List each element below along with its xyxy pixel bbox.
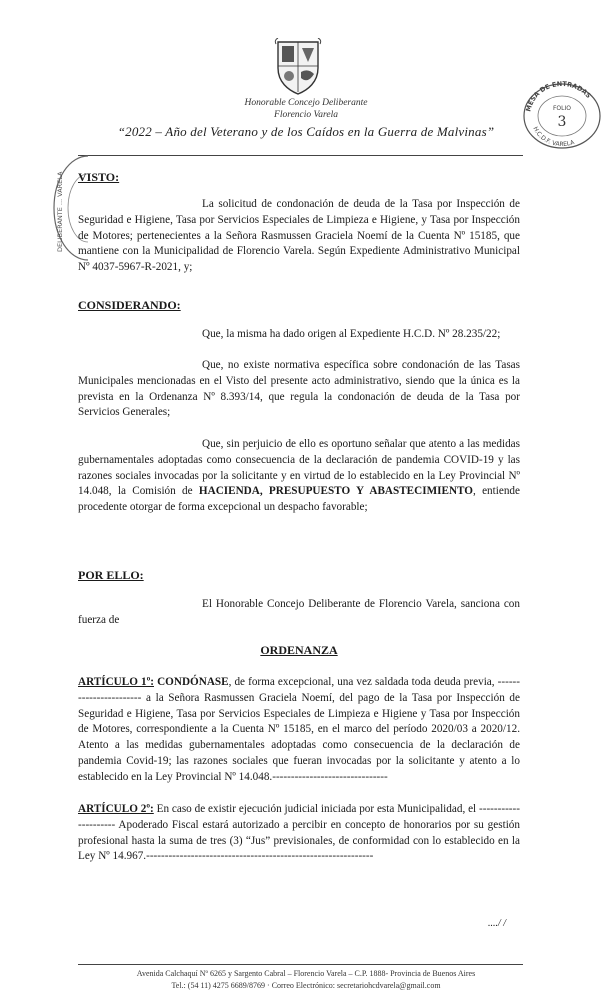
por-ello-heading: POR ELLO:: [78, 568, 144, 582]
considerando-text-3b: , entiende procedente otorgar de forma excepcional un despacho favorable;: [78, 485, 520, 514]
visto-text: La solicitud de condonación de deuda de la Tasa por Inspección de Seguridad e Higiene, Tasa por Servicios Especiales de Limpieza e Higiene, y Tasa por Inspección de Motores; pertenecientes a la Señora Rasmussen Graciela Noemí de la Cuenta Nº 15185, que mantiene con la Municipalidad de Florencio Varela. Según Expediente Administrativo Municipal Nº 4037-5967-R-2021, y;: [78, 198, 520, 274]
articulo-1-body: , de forma excepcional, una vez saldada toda deuda previa, ----------------------- a la Señora Rasmussen Graciela Noemí, del pago de la Tasa por Inspección de Seguridad e Higiene, Tasa por Servicios Especiales de Limpieza e Higiene y Tasa por Inspección de Motores, correspondiente a la Cuenta Nº 15185, en el marco del período 2020/03 a 2020/12. Atento a las medidas gubernamentales adoptadas como consecuencia de la declaración de pandemia Covid-19; las razones sociales que fueran invocadas por la solicitante y atento a lo establecido en la Ley Provincial Nº 14.048.-------------------------------: [78, 676, 520, 783]
city-name: Florencio Varela: [274, 110, 338, 120]
municipal-crest-logo: [274, 38, 322, 96]
por-ello-paragraph: [78, 597, 520, 629]
articulo-1-text: [78, 675, 520, 786]
considerando-paragraph-3: [78, 437, 520, 516]
visto-heading: VISTO:: [78, 170, 120, 184]
por-ello-text: El Honorable Concejo Deliberante de Florencio Varela, sanciona con fuerza de: [78, 598, 520, 626]
considerando-text-3: [78, 437, 520, 516]
stamp-folio-label: FOLIO: [552, 105, 572, 112]
mesa-de-entradas-stamp: [520, 76, 604, 150]
considerando-text-1: Que, la misma ha dado origen al Expediente H.C.D. Nº 28.235/22;: [202, 328, 501, 340]
stamp-top-text: MESA DE ENTRADAS: [524, 79, 593, 113]
left-stamp-text: DELIBERANTE ... VARELA: [56, 171, 64, 252]
commission-name: HACIENDA, PRESUPUESTO Y ABASTECIMIENTO: [198, 485, 473, 498]
footer-divider: [78, 964, 523, 965]
continuation-mark: ..../ /: [488, 918, 507, 929]
ordenanza-title: ORDENANZA: [260, 643, 338, 657]
considerando-text-3a: Que, sin perjuicio de ello es oportuno señalar que atento a las medidas gubernamentales adoptadas como consecuencia de la declaración de pandemia COVID-19 y las razones sociales invocadas por la solicitante y en virtud de lo establecido en la Ley Provincial Nº 14.048, la Comisión de: [78, 438, 520, 498]
considerando-text-2: Que, no existe normativa específica sobre condonación de las Tasas Municipales mencionadas en el Visto del presente acto administrativo, siendo que la única es la prevista en la Ordenanza Nº 8.393/14, que regula la condonación de deuda de la Tasa por Servicios Generales;: [78, 359, 520, 419]
footer-address: Avenida Calchaquí Nº 6265 y Sargento Cabral – Florencio Varela – C.P. 1888- Provincia de Buenos Aires: [136, 969, 476, 978]
considerando-paragraph-1: [78, 327, 520, 343]
considerando-paragraph-2: [78, 358, 520, 421]
header-divider: [78, 155, 523, 156]
stamp-bottom-text: H.C.D.F. VARELA: [531, 125, 576, 149]
considerando-heading: CONSIDERANDO:: [78, 298, 181, 312]
condonase-word: CONDÓNASE: [157, 676, 229, 688]
year-motto: “2022 – Año del Veterano y de los Caídos en la Guerra de Malvinas”: [117, 124, 495, 139]
articulo-1-label: ARTÍCULO 1º:: [78, 676, 154, 688]
articulo-2-body: En caso de existir ejecución judicial iniciada por esta Municipalidad, el --------------------- Apoderado Fiscal estará autorizado a percibir en concepto de honorarios por su gestión profesional hasta la suma de tres (3) “Jus” previsionales, de conformidad con lo establecido en la Ley Nº 14.967.-------------------------------------------------------------: [78, 803, 520, 863]
svg-text:H.C.D.F. VARELA: [531, 126, 576, 148]
articulo-1: [78, 675, 520, 786]
articulo-2-text: [78, 802, 520, 865]
stamp-folio-number: 3: [557, 114, 567, 130]
institution-name: Honorable Concejo Deliberante: [244, 98, 368, 108]
articulo-2: [78, 802, 520, 865]
footer-contact: Tel.: (54 11) 4275 6689/8769 · Correo Electrónico: secretariohcdvarela@gmail.com: [171, 981, 441, 990]
visto-paragraph: [78, 197, 520, 276]
articulo-2-label: ARTÍCULO 2º:: [78, 803, 154, 815]
